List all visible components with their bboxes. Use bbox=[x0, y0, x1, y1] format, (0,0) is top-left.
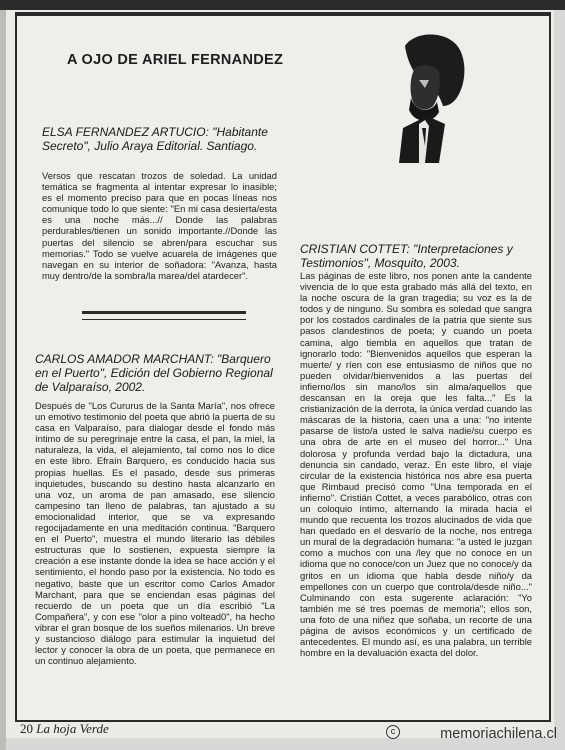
section-separator bbox=[82, 311, 246, 314]
page-footer bbox=[20, 721, 109, 737]
review-heading-fernandez: ELSA FERNANDEZ ARTUCIO: "Habitante Secreto", Julio Araya Editorial. Santiago. bbox=[42, 125, 268, 153]
page-title: A OJO DE ARIEL FERNANDEZ bbox=[67, 52, 284, 68]
copyright-icon: c bbox=[386, 725, 400, 739]
page-number: 20 bbox=[20, 721, 33, 736]
review-body-marchant: Después de "Los Cururus de la Santa María", nos ofrece un emotivo testimonio del poeta que abrió la puerta de su casa en Valparaíso, para dialogar desde el fondo más íntimo de su peregrinaje entre la casa, el pan, la miel, la naturaleza, la vida, el alejamiento, tal como nos lo dice en este libro. Efraín Barquero, es conducido hacia sus propias huellas. Es el pasado, desde sus primeras inquietudes, buscando su destino hasta alcanzarlo en una voz, un aroma de pan amasado, ese silencio campesino tan lleno de palabras, tan ajustado a su emocionalidad interior, que se va expresando regocijadamente en una meditación continua. "Barquero en el Puerto", muestra el mundo literario las débiles estructuras que lo sostienen, expuesta siempre la creación a ese instante donde la idea se hace acción y el sentimiento, el hondo paso por la existencia. No todo es negativo, baste que un escritor como Carlos Amador Marchant, para que se enciendan esas páginas del recuerdo de un poeta que un día escribió "La Compañera", y con ese "olor a pino voltead0", ha hecho vibrar el gran bosque de los sueños milenarios. Un breve y sustancioso diálogo para estimular la inquietud del lector y conocer la obra de un poeta, que permanece en un continuo alejamiento. bbox=[35, 400, 275, 667]
author-portrait-illustration bbox=[375, 28, 470, 163]
source-watermark: memoriachilena.cl bbox=[440, 726, 557, 742]
review-body-fernandez: Versos que rescatan trozos de soledad. La unidad temática se fragmenta al intentar expresar lo inasible; es el momento preciso para que en pocas líneas nos comunique todo lo que siente: "En mi casa desierta/esta es una noche más...// Donde las palabras perdurables/tienen un sonido importante.//Donde las puertas del silencio se abren/para escuchar sus memorias." Todo se vuelve acuarela de imágenes que navegan en su interior de soñadora: "Avanza, hasta muy dentro/de la sombra/la marea/del atardecer". bbox=[42, 170, 277, 281]
top-rule bbox=[15, 12, 551, 16]
top-border-strip bbox=[0, 0, 565, 10]
review-body-cottet: Las páginas de este libro, nos ponen ante la candente vivencia de lo que esta grabado más allá del texto, en la noche oscura de la gran tragedia; su voz es la de todos y de ninguno. Su sombra es soledad que sangra por los costados cardinales de la patria que siente sus pasos clandestinos de poeta; y cuando un poeta camina, algo tiembla en aquellos que tratan de ignorarlo todo: "Bienvenidos aquellos que esperan la muerte/ y ríen con ese entusiasmo de niños que no pueden olvidar/bienvenidos a las puertas del infierno/los sin mano/los sin alma/aquellos que descansan en la oreja que les falta..." Es la cristianización de la derrota, la única verdad cuando las máscaras de la historia, caen una a una: "no intente pasarse de listo/a usted le salva nadie/su cuerpo es una obra de arte en el museo del horror..." Una dolorosa y profunda verdad bajo la dictadura, una denuncia sin candado, veraz. En este libro, el viaje circular de la existencia histórica nos abre esa puerta que Rimbaud precisó como "Una temporada en el infierno". Cristián Cottet, a veces parabólico, otras con un coloquio íntimo, alternando la mirada hacia el mundo que recuenta los trozos alucinados de vida que han quedado en el desvarío de la noche, nos entrega un mural de la degradación humana: "a usted le juzgan como a muchos con una /ley que no conoce en un idioma que no conoce/con un Juez que no conoce/y da gritos en un idioma que habla desde niño/y da empellones con un cuerpo que controla/desde niño..." Culminando con esta sugerente aclaración: "Yo también me sé tres poemas de memoria"; ellos son, una foto de una niñez que soñaba, un recorte de una página de avisos económicos y un certificado de antecedentes. El mundo así, es una palabra, un terrible hombre en la devaluación exacta del dolor. bbox=[300, 270, 532, 659]
review-heading-marchant: CARLOS AMADOR MARCHANT: "Barquero en el Puerto", Edición del Gobierno Regional de Valparaíso, 2002. bbox=[35, 352, 273, 394]
section-separator-thin bbox=[82, 319, 246, 320]
review-heading-cottet: CRISTIAN COTTET: "Interpretaciones y Testimonios", Mosquito, 2003. bbox=[300, 242, 513, 270]
publication-name: La hoja Verde bbox=[36, 721, 109, 736]
